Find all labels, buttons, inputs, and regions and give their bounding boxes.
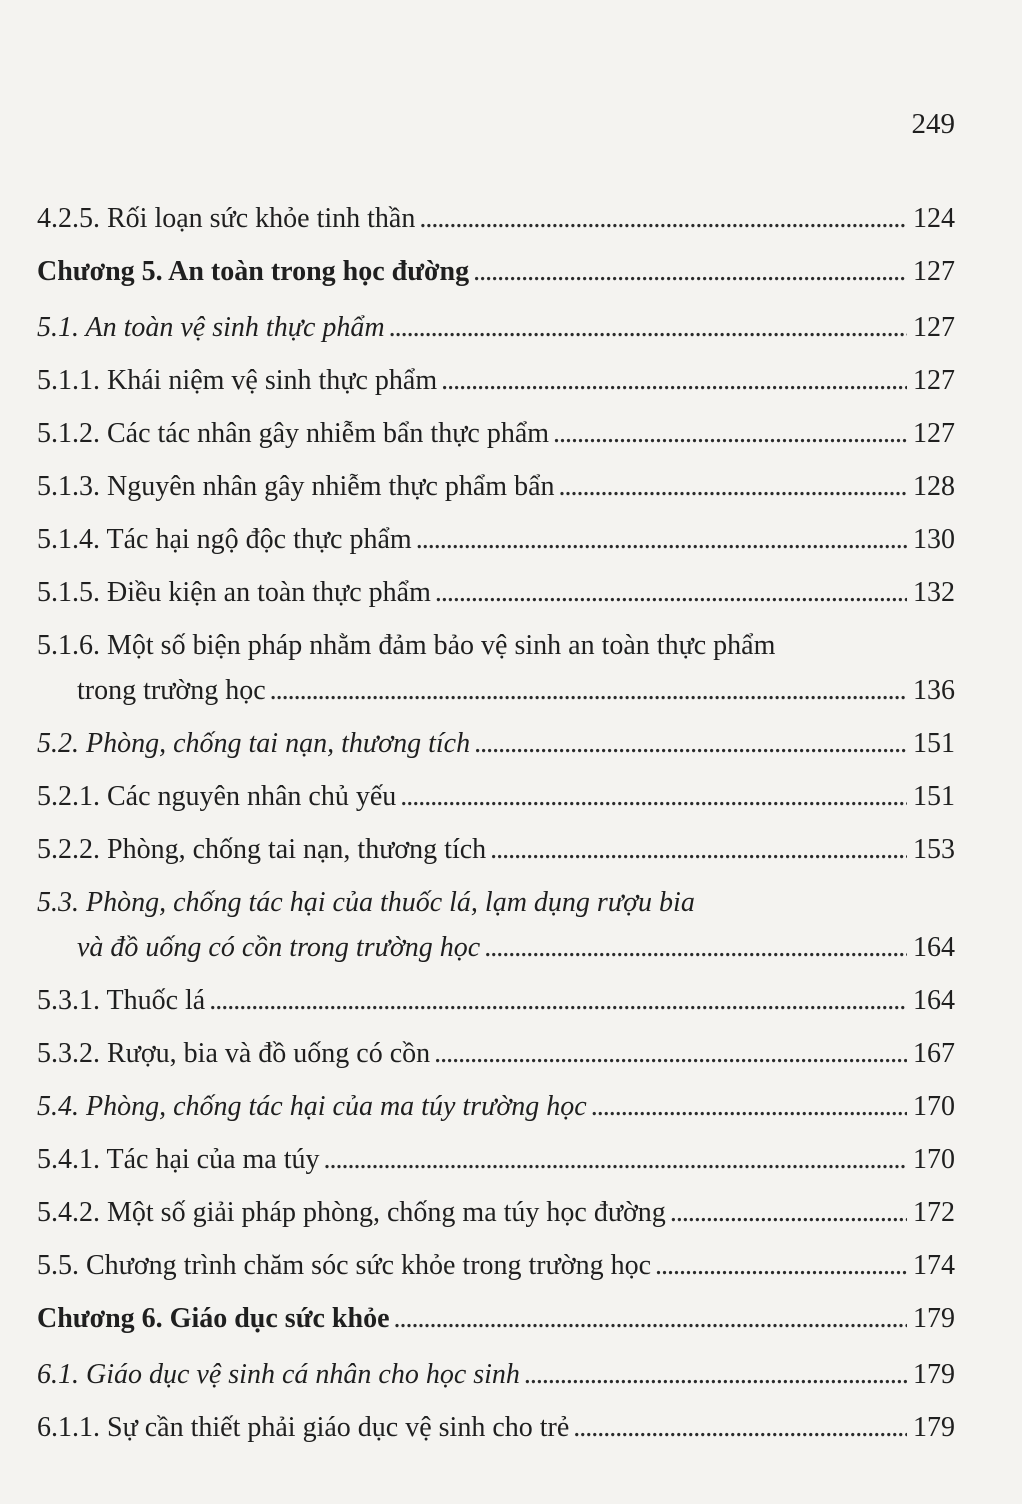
toc-page-number: 174: [913, 1250, 955, 1281]
toc-page-number: 127: [913, 256, 955, 287]
table-of-contents: [37, 197, 955, 1459]
toc-chapter: [37, 250, 955, 306]
toc-section: [37, 1085, 955, 1138]
dot-leader: [473, 250, 907, 294]
toc-entry-title: Chương 5. An toàn trong học đường: [37, 256, 470, 287]
toc-entry-title: 6.1. Giáo dục vệ sinh cá nhân cho học sinh: [37, 1359, 520, 1390]
page-number: 249: [911, 108, 955, 140]
dot-leader: [484, 926, 907, 970]
toc-entry-title: Chương 6. Giáo dục sức khỏe: [37, 1303, 390, 1334]
toc-entry-title: 5.3.1. Thuốc lá: [37, 985, 206, 1016]
toc-entry-title: 5.5. Chương trình chăm sóc sức khỏe trong trường học: [37, 1250, 652, 1281]
toc-subsection: [37, 1406, 955, 1459]
dot-leader: [400, 775, 907, 819]
toc-page-number: 124: [913, 203, 955, 234]
toc-entry-title: 5.4. Phòng, chống tác hại của ma túy trường học: [37, 1091, 587, 1122]
toc-page-number: 130: [913, 524, 955, 555]
toc-page-number: 151: [913, 781, 955, 812]
toc-entry-title: 5.4.1. Tác hại của ma túy: [37, 1144, 320, 1175]
toc-entry-title: 5.2.1. Các nguyên nhân chủ yếu: [37, 781, 397, 812]
toc-page-number: 136: [913, 675, 955, 706]
toc-entry-title: 5.3. Phòng, chống tác hại của thuốc lá, lạm dụng rượu bia: [37, 887, 695, 918]
toc-page-number: 170: [913, 1144, 955, 1175]
toc-entry-title: 5.1. An toàn vệ sinh thực phẩm: [37, 312, 385, 343]
toc-page-number: 179: [913, 1359, 955, 1390]
dot-leader: [419, 197, 907, 241]
dot-leader: [474, 722, 907, 766]
toc-subsection: [37, 1032, 955, 1085]
toc-page-number: 167: [913, 1038, 955, 1069]
toc-page-number: 151: [913, 728, 955, 759]
toc-entry-title: 5.1.2. Các tác nhân gây nhiễm bẩn thực phẩm: [37, 418, 550, 449]
toc-page-number: 153: [913, 834, 955, 865]
dot-leader: [591, 1085, 907, 1129]
toc-page-number: 127: [913, 312, 955, 343]
dot-leader: [270, 669, 907, 713]
toc-entry-title: 5.1.1. Khái niệm vệ sinh thực phẩm: [37, 365, 438, 396]
dot-leader: [324, 1138, 907, 1182]
toc-page-number: 128: [913, 471, 955, 502]
toc-subsection: [37, 828, 955, 881]
toc-page-number: 172: [913, 1197, 955, 1228]
toc-subsection: [37, 1244, 955, 1297]
toc-subsection: [37, 571, 955, 624]
dot-leader: [559, 465, 907, 509]
toc-entry-title-continued: trong trường học: [77, 675, 266, 706]
toc-section: [37, 881, 955, 979]
dot-leader: [553, 412, 907, 456]
dot-leader: [655, 1244, 907, 1288]
dot-leader: [670, 1191, 907, 1235]
dot-leader: [441, 359, 907, 403]
toc-entry-title: 5.2.2. Phòng, chống tai nạn, thương tích: [37, 834, 487, 865]
toc-chapter: [37, 1297, 955, 1353]
toc-page-number: 170: [913, 1091, 955, 1122]
toc-page-number: 127: [913, 418, 955, 449]
dot-leader: [434, 1032, 907, 1076]
toc-entry-title: 4.2.5. Rối loạn sức khỏe tinh thần: [37, 203, 416, 234]
dot-leader: [416, 518, 907, 562]
toc-subsection: [37, 465, 955, 518]
toc-subsection: [37, 1191, 955, 1244]
toc-subsection: [37, 624, 955, 722]
toc-subsection: [37, 359, 955, 412]
toc-subsection: [37, 775, 955, 828]
toc-subsection: [37, 518, 955, 571]
toc-entry-title: 5.3.2. Rượu, bia và đồ uống có cồn: [37, 1038, 431, 1069]
toc-page-number: 164: [913, 985, 955, 1016]
toc-entry-title: 5.1.5. Điều kiện an toàn thực phẩm: [37, 577, 431, 608]
toc-entry-title: 5.1.4. Tác hại ngộ độc thực phẩm: [37, 524, 412, 555]
toc-entry-title: 5.4.2. Một số giải pháp phòng, chống ma túy học đường: [37, 1197, 666, 1228]
toc-entry-title-continued: và đồ uống có cồn trong trường học: [77, 932, 481, 963]
toc-page-number: 164: [913, 932, 955, 963]
dot-leader: [573, 1406, 907, 1450]
dot-leader: [209, 979, 907, 1023]
toc-entry-title: 5.2. Phòng, chống tai nạn, thương tích: [37, 728, 471, 759]
toc-entry-title: 5.1.3. Nguyên nhân gây nhiễm thực phẩm bẩn: [37, 471, 555, 502]
toc-section: [37, 306, 955, 359]
toc-page-number: 179: [913, 1303, 955, 1334]
toc-page-number: 127: [913, 365, 955, 396]
toc-subsection: [37, 412, 955, 465]
dot-leader: [490, 828, 907, 872]
toc-subsection: [37, 197, 955, 250]
dot-leader: [394, 1297, 907, 1341]
toc-section: [37, 1353, 955, 1406]
dot-leader: [524, 1353, 907, 1397]
toc-page-number: 179: [913, 1412, 955, 1443]
toc-entry-title: 5.1.6. Một số biện pháp nhằm đảm bảo vệ sinh an toàn thực phẩm: [37, 630, 776, 661]
dot-leader: [389, 306, 907, 350]
toc-section: [37, 722, 955, 775]
toc-page-number: 132: [913, 577, 955, 608]
toc-subsection: [37, 1138, 955, 1191]
dot-leader: [435, 571, 907, 615]
toc-subsection: [37, 979, 955, 1032]
toc-entry-title: 6.1.1. Sự cần thiết phải giáo dục vệ sinh cho trẻ: [37, 1412, 570, 1443]
